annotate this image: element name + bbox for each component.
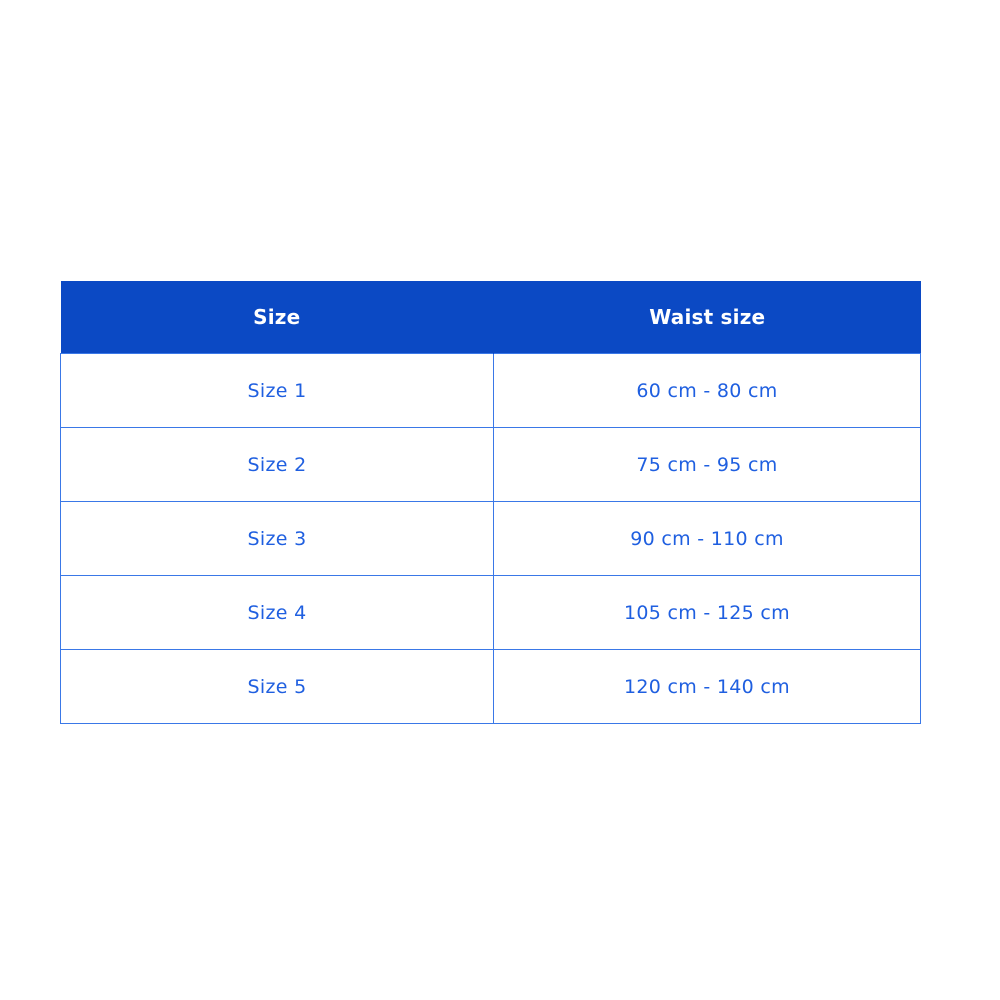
table-row xyxy=(61,576,921,650)
table-row xyxy=(61,354,921,428)
column-header-waist-size: Waist size xyxy=(494,281,921,354)
cell-waist-size: 75 cm - 95 cm xyxy=(494,428,921,502)
table-header-row xyxy=(61,281,921,354)
cell-waist-size: 120 cm - 140 cm xyxy=(494,650,921,724)
cell-size: Size 5 xyxy=(61,650,494,724)
cell-waist-size: 90 cm - 110 cm xyxy=(494,502,921,576)
cell-size: Size 1 xyxy=(61,354,494,428)
cell-waist-size: 105 cm - 125 cm xyxy=(494,576,921,650)
table-row xyxy=(61,650,921,724)
cell-waist-size: 60 cm - 80 cm xyxy=(494,354,921,428)
table-row xyxy=(61,428,921,502)
table-row xyxy=(61,502,921,576)
cell-size: Size 3 xyxy=(61,502,494,576)
column-header-size: Size xyxy=(61,281,494,354)
cell-size: Size 4 xyxy=(61,576,494,650)
size-chart-table xyxy=(60,281,921,724)
cell-size: Size 2 xyxy=(61,428,494,502)
table-header xyxy=(61,281,921,354)
table-body xyxy=(61,354,921,724)
